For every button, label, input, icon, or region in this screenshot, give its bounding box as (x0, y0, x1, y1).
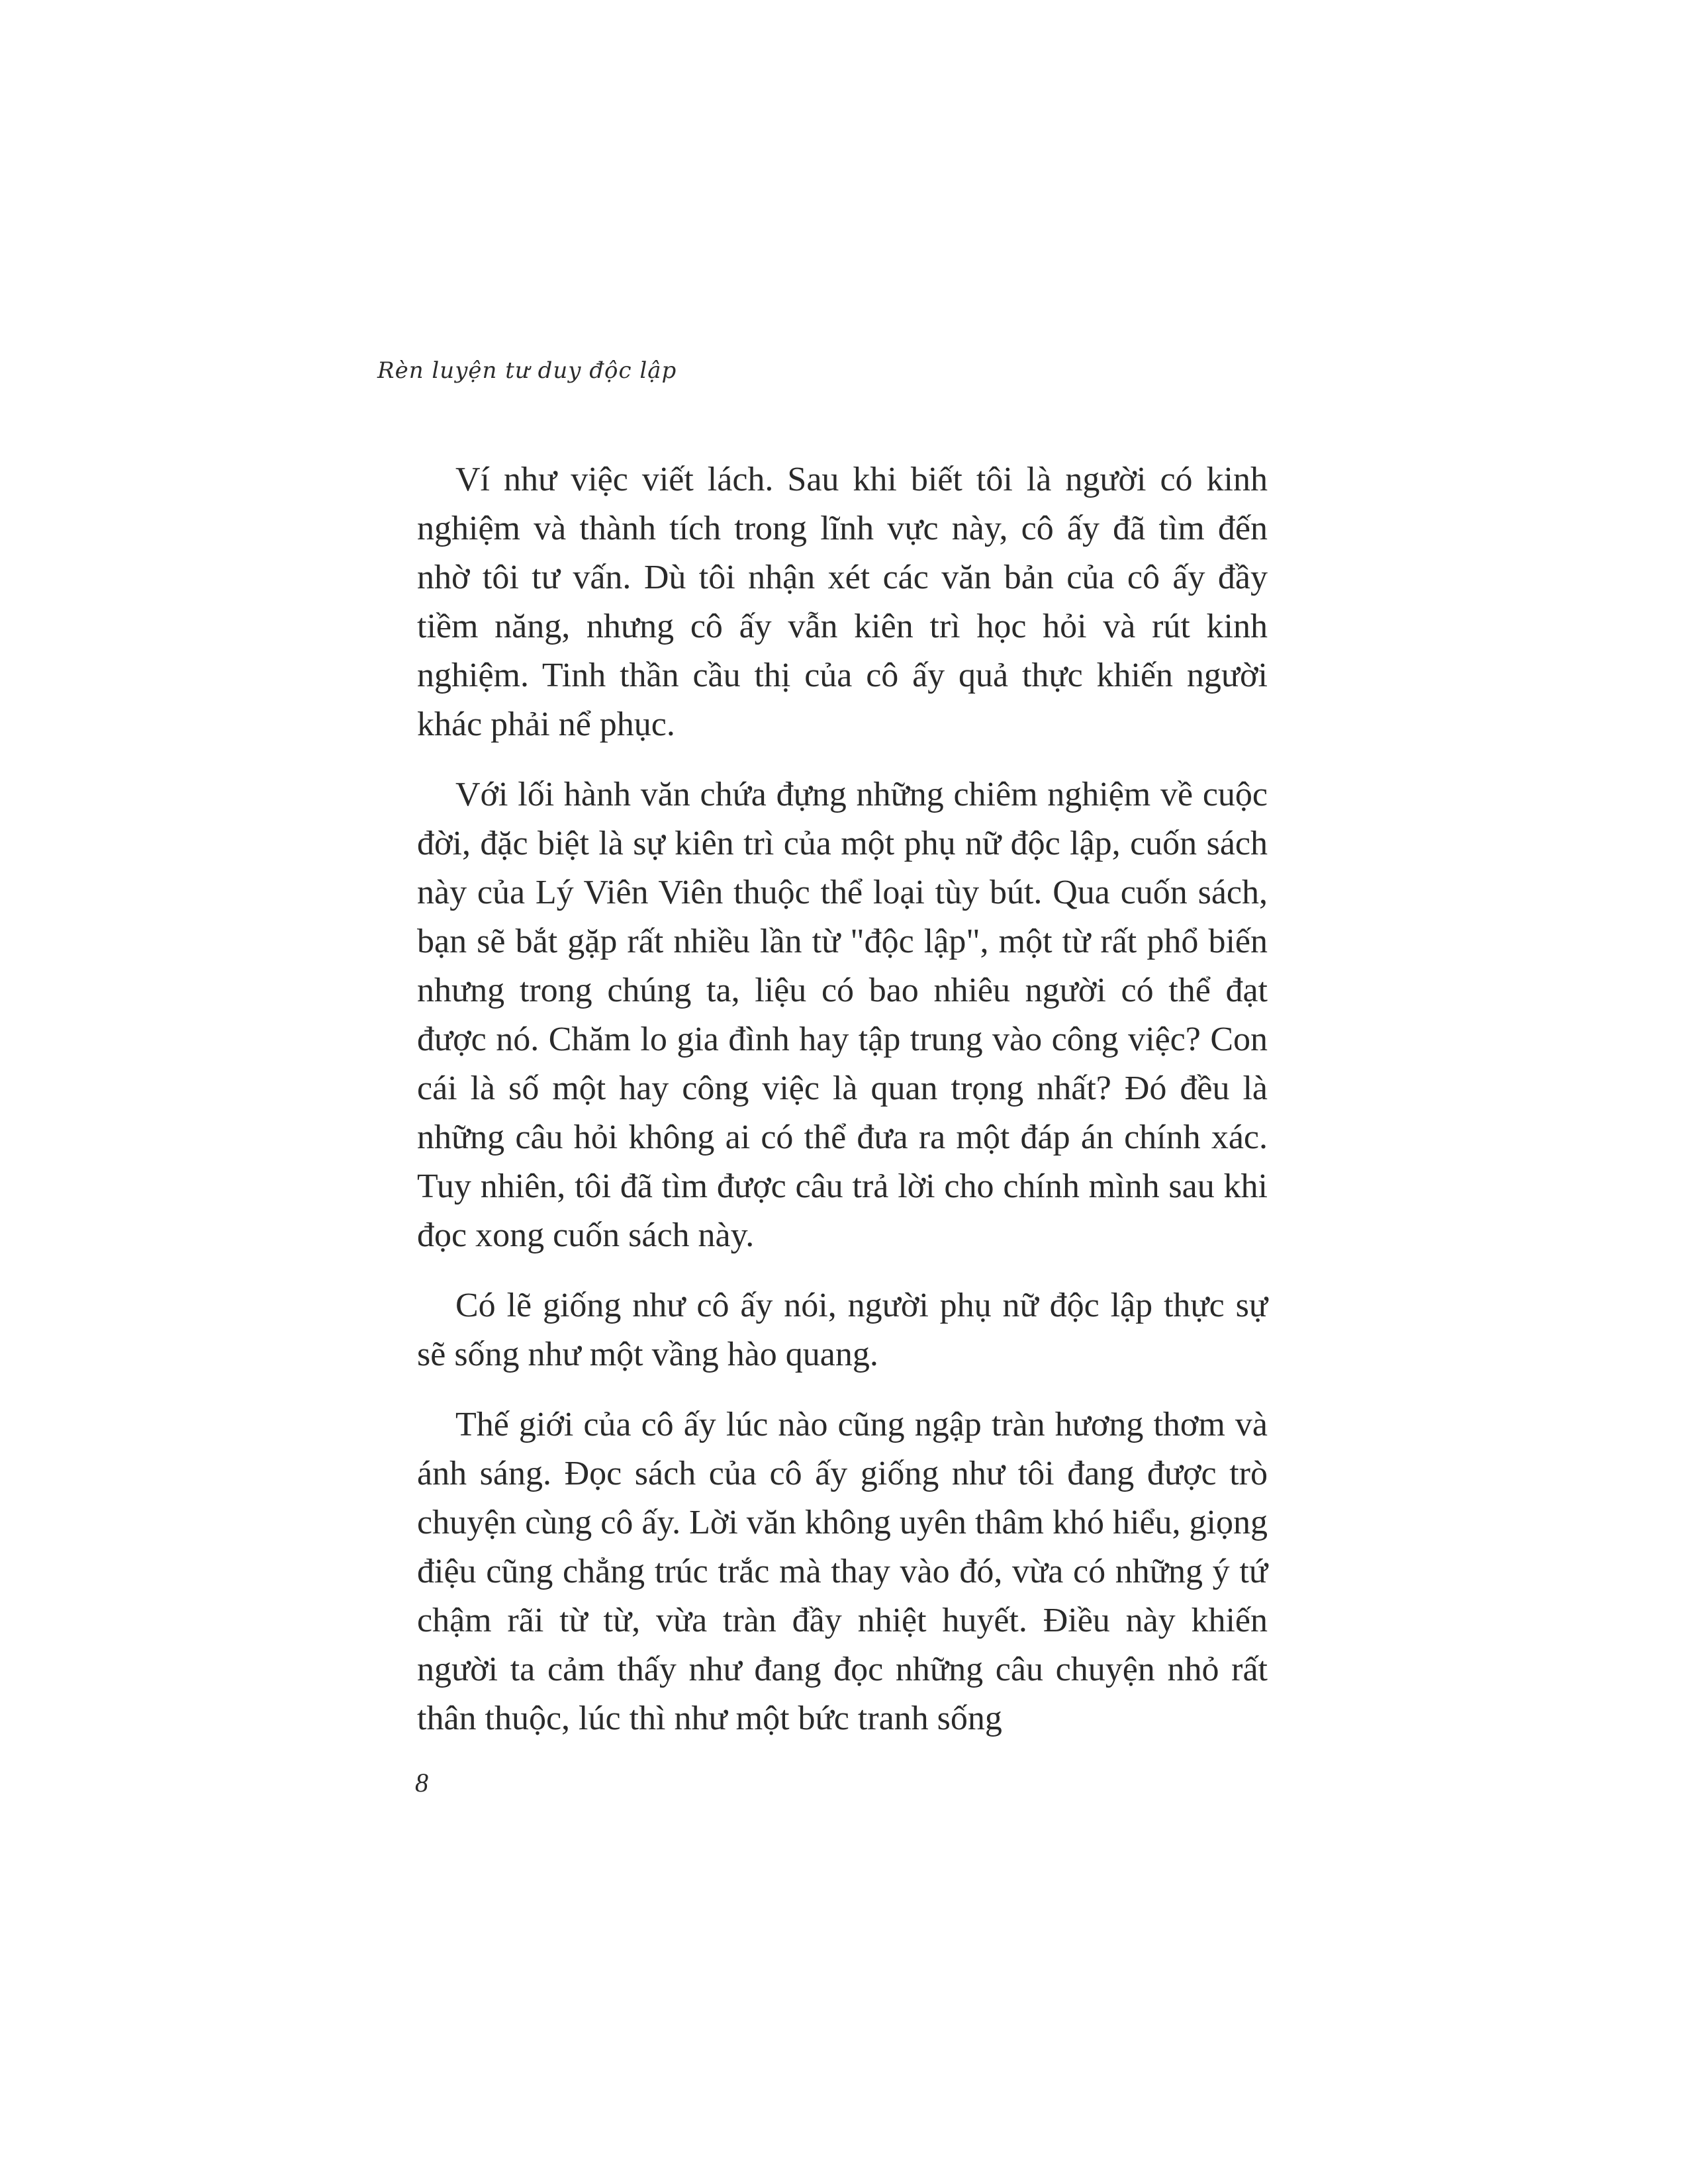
paragraph: Có lẽ giống như cô ấy nói, người phụ nữ độc lập thực sự sẽ sống như một vầng hào quang. (417, 1287, 1268, 1373)
running-header: Rèn luyện tư duy độc lập (377, 357, 677, 384)
page-number: 8 (415, 1768, 428, 1797)
paragraph: Thế giới của cô ấy lúc nào cũng ngập tràn hương thơm và ánh sáng. Đọc sách của cô ấy giống như tôi đang được trò chuyện cùng cô ấy. Lời văn không uyên thâm khó hiểu, giọng điệu cũng chẳng trúc trắc mà thay vào đó, vừa có những ý tứ chậm rãi từ từ, vừa tràn đầy nhiệt huyết. Điều này khiến người ta cảm thấy như đang đọc những câu chuyện nhỏ rất thân thuộc, lúc thì như một bức tranh sống (417, 1406, 1268, 1737)
body-text (417, 455, 1268, 1764)
paragraph: Với lối hành văn chứa đựng những chiêm nghiệm về cuộc đời, đặc biệt là sự kiên trì của một phụ nữ độc lập, cuốn sách này của Lý Viên Viên thuộc thể loại tùy bút. Qua cuốn sách, bạn sẽ bắt gặp rất nhiều lần từ "độc lập", một từ rất phổ biến nhưng trong chúng ta, liệu có bao nhiêu người có thể đạt được nó. Chăm lo gia đình hay tập trung vào công việc? Con cái là số một hay công việc là quan trọng nhất? Đó đều là những câu hỏi không ai có thể đưa ra một đáp án chính xác. Tuy nhiên, tôi đã tìm được câu trả lời cho chính mình sau khi đọc xong cuốn sách này. (417, 776, 1268, 1254)
paragraph: Ví như việc viết lách. Sau khi biết tôi là người có kinh nghiệm và thành tích trong lĩnh vực này, cô ấy đã tìm đến nhờ tôi tư vấn. Dù tôi nhận xét các văn bản của cô ấy đầy tiềm năng, nhưng cô ấy vẫn kiên trì học hỏi và rút kinh nghiệm. Tinh thần cầu thị của cô ấy quả thực khiến người khác phải nể phục. (417, 461, 1268, 743)
